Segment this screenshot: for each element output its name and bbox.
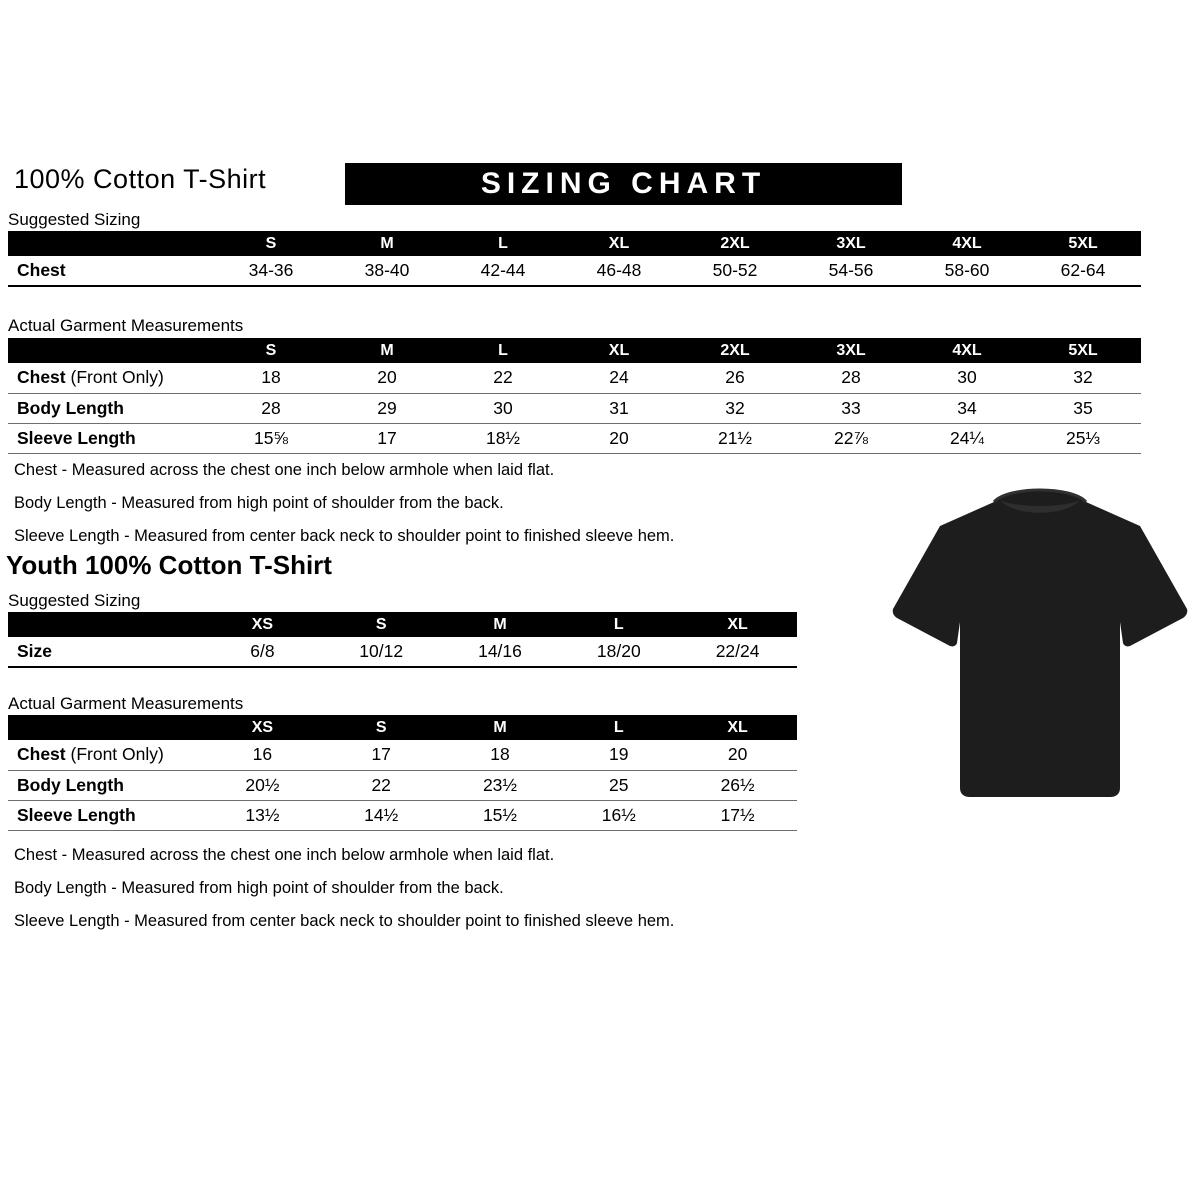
table-cell: 18/20 [559, 637, 678, 667]
size-col-header: 4XL [909, 338, 1025, 363]
table-cell: 18 [441, 740, 560, 770]
row-label-note: (Front Only) [70, 744, 164, 765]
size-col-header: S [322, 612, 441, 637]
youth-garment-label: Actual Garment Measurements [8, 694, 244, 713]
row-label [8, 740, 203, 770]
table-header-row [8, 338, 1141, 363]
table-cell: 17 [322, 740, 441, 770]
note-chest: Chest - Measured across the chest one inch below armhole when laid flat. [14, 461, 555, 479]
table-row [8, 256, 1141, 286]
youth-garment-table [8, 715, 797, 831]
adult-measurement-notes [14, 460, 674, 559]
table-cell: 50-52 [677, 256, 793, 286]
size-col-header: M [329, 231, 445, 256]
table-cell: 22/24 [678, 637, 797, 667]
row-label: Body Length [8, 770, 203, 800]
table-cell: 32 [677, 393, 793, 423]
table-row [8, 637, 797, 667]
table-row [8, 770, 797, 800]
table-cell: 38-40 [329, 256, 445, 286]
table-cell: 25⅓ [1025, 423, 1141, 453]
size-col-header: XS [203, 715, 322, 740]
table-cell: 28 [793, 363, 909, 393]
table-cell: 34 [909, 393, 1025, 423]
size-col-header: 4XL [909, 231, 1025, 256]
table-cell: 46-48 [561, 256, 677, 286]
note-sleeve-length: Sleeve Length - Measured from center back neck to shoulder point to finished sleeve hem. [14, 912, 675, 930]
youth-title: Youth 100% Cotton T-Shirt [6, 550, 332, 580]
table-cell: 20 [329, 363, 445, 393]
row-label: Size [8, 637, 203, 667]
table-cell: 26 [677, 363, 793, 393]
size-col-header: 2XL [677, 231, 793, 256]
size-col-header: L [559, 612, 678, 637]
note-body-length: Body Length - Measured from high point of shoulder from the back. [14, 879, 504, 897]
table-cell: 42-44 [445, 256, 561, 286]
size-col-header: L [445, 231, 561, 256]
table-cell: 16½ [559, 800, 678, 830]
table-row [8, 423, 1141, 453]
note-chest: Chest - Measured across the chest one inch below armhole when laid flat. [14, 846, 555, 864]
table-cell: 17½ [678, 800, 797, 830]
table-cell: 13½ [203, 800, 322, 830]
size-col-header: S [213, 338, 329, 363]
size-col-header: 3XL [793, 338, 909, 363]
size-col-header: 5XL [1025, 231, 1141, 256]
adult-garment-label: Actual Garment Measurements [8, 316, 244, 335]
row-label: Body Length [8, 393, 213, 423]
table-cell: 14/16 [441, 637, 560, 667]
youth-suggested-table [8, 612, 797, 668]
size-col-header: XL [678, 612, 797, 637]
row-label: Chest [8, 256, 213, 286]
size-col-header: M [329, 338, 445, 363]
table-cell: 29 [329, 393, 445, 423]
corner-cell [8, 338, 213, 363]
table-cell: 20 [678, 740, 797, 770]
table-header-row [8, 612, 797, 637]
table-cell: 23½ [441, 770, 560, 800]
table-cell: 58-60 [909, 256, 1025, 286]
table-row [8, 363, 1141, 393]
size-col-header: XL [561, 338, 677, 363]
size-col-header: XL [561, 231, 677, 256]
size-col-header: XS [203, 612, 322, 637]
table-cell: 20½ [203, 770, 322, 800]
table-cell: 22 [445, 363, 561, 393]
table-header-row [8, 231, 1141, 256]
table-cell: 20 [561, 423, 677, 453]
table-cell: 26½ [678, 770, 797, 800]
table-cell: 18 [213, 363, 329, 393]
black-tshirt-icon [890, 476, 1190, 816]
table-row [8, 740, 797, 770]
size-col-header: 2XL [677, 338, 793, 363]
table-cell: 16 [203, 740, 322, 770]
row-label: Sleeve Length [8, 423, 213, 453]
row-label-text: Chest [17, 744, 66, 765]
table-cell: 22⅞ [793, 423, 909, 453]
corner-cell [8, 715, 203, 740]
table-cell: 15½ [441, 800, 560, 830]
table-cell: 24¼ [909, 423, 1025, 453]
corner-cell [8, 231, 213, 256]
youth-measurement-notes [14, 845, 674, 944]
table-cell: 15⅝ [213, 423, 329, 453]
table-cell: 6/8 [203, 637, 322, 667]
table-cell: 32 [1025, 363, 1141, 393]
adult-suggested-table [8, 231, 1141, 287]
size-col-header: 3XL [793, 231, 909, 256]
table-cell: 25 [559, 770, 678, 800]
note-body-length: Body Length - Measured from high point of shoulder from the back. [14, 494, 504, 512]
table-row [8, 393, 1141, 423]
row-label [8, 363, 213, 393]
tshirt-image [890, 476, 1190, 816]
table-cell: 35 [1025, 393, 1141, 423]
table-cell: 30 [445, 393, 561, 423]
adult-garment-table [8, 338, 1141, 454]
table-cell: 28 [213, 393, 329, 423]
adult-suggested-label: Suggested Sizing [8, 210, 141, 229]
table-cell: 33 [793, 393, 909, 423]
table-cell: 17 [329, 423, 445, 453]
size-col-header: 5XL [1025, 338, 1141, 363]
size-col-header: S [213, 231, 329, 256]
table-cell: 24 [561, 363, 677, 393]
row-label-note: (Front Only) [70, 367, 164, 388]
size-col-header: L [559, 715, 678, 740]
table-cell: 30 [909, 363, 1025, 393]
adult-title: 100% Cotton T-Shirt [14, 164, 267, 194]
size-col-header: L [445, 338, 561, 363]
table-cell: 19 [559, 740, 678, 770]
table-cell: 54-56 [793, 256, 909, 286]
note-sleeve-length: Sleeve Length - Measured from center back neck to shoulder point to finished sleeve hem. [14, 527, 675, 545]
table-cell: 22 [322, 770, 441, 800]
table-row [8, 800, 797, 830]
table-cell: 18½ [445, 423, 561, 453]
size-col-header: S [322, 715, 441, 740]
table-cell: 34-36 [213, 256, 329, 286]
table-cell: 31 [561, 393, 677, 423]
corner-cell [8, 612, 203, 637]
row-label-text: Chest [17, 367, 66, 388]
row-label: Sleeve Length [8, 800, 203, 830]
table-header-row [8, 715, 797, 740]
sizing-chart-banner: SIZING CHART [345, 163, 902, 205]
size-col-header: M [441, 612, 560, 637]
table-cell: 62-64 [1025, 256, 1141, 286]
table-cell: 10/12 [322, 637, 441, 667]
youth-suggested-label: Suggested Sizing [8, 591, 141, 610]
size-col-header: M [441, 715, 560, 740]
table-cell: 21½ [677, 423, 793, 453]
size-col-header: XL [678, 715, 797, 740]
table-cell: 14½ [322, 800, 441, 830]
